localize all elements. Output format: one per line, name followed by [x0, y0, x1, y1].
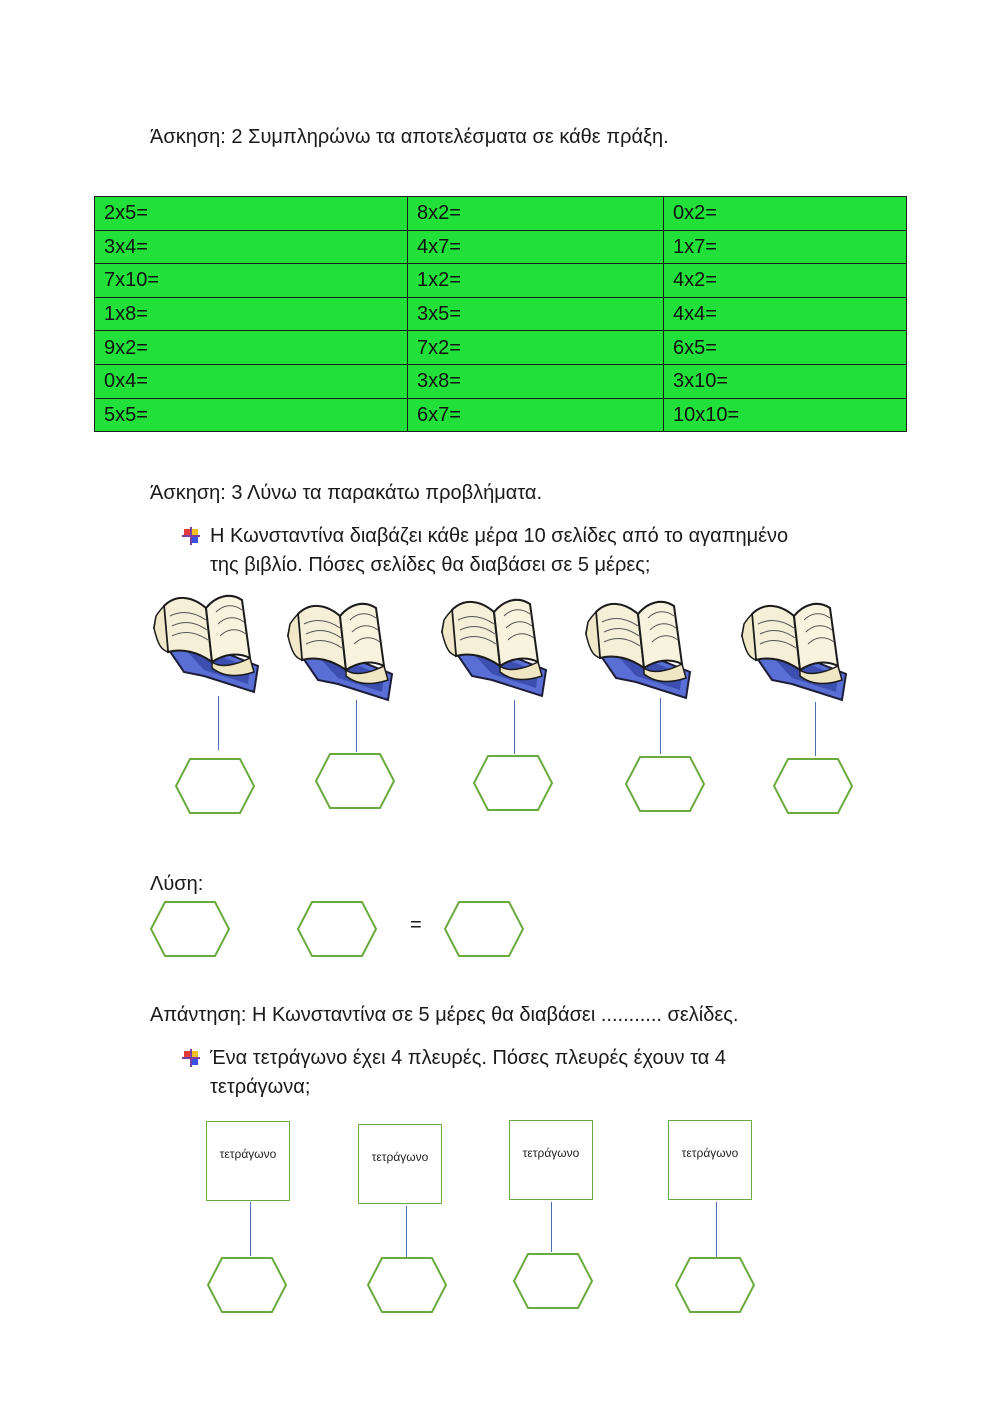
- square-box: [668, 1120, 752, 1200]
- connector-line: [660, 698, 661, 754]
- answer-hexagon[interactable]: [314, 752, 396, 810]
- problem-2-line-2: τετράγωνα;: [210, 1076, 311, 1098]
- table-cell[interactable]: 4x4=: [664, 297, 907, 331]
- connector-line: [716, 1202, 717, 1258]
- table-cell[interactable]: 1x7=: [664, 230, 907, 264]
- square-label: τετράγωνο: [219, 1147, 277, 1161]
- solution-hexagon[interactable]: [296, 900, 378, 958]
- square-label: τετράγωνο: [681, 1146, 739, 1160]
- open-book-icon: [582, 594, 694, 704]
- open-book-icon: [284, 596, 396, 706]
- answer-hexagon[interactable]: [772, 757, 854, 815]
- table-cell[interactable]: 9x2=: [95, 331, 408, 365]
- solution-label: Λύση:: [150, 873, 204, 895]
- table-cell[interactable]: 1x8=: [95, 297, 408, 331]
- multiplication-table: [94, 196, 907, 432]
- open-book-icon: [150, 588, 262, 698]
- connector-line: [815, 702, 816, 756]
- connector-line: [514, 700, 515, 754]
- table-row: [95, 364, 907, 398]
- table-cell[interactable]: 7x10=: [95, 264, 408, 298]
- answer-hexagon[interactable]: [366, 1256, 448, 1314]
- table-cell[interactable]: 4x7=: [408, 230, 664, 264]
- table-row: [95, 264, 907, 298]
- solution-hexagon[interactable]: [149, 900, 231, 958]
- table-cell[interactable]: 1x2=: [408, 264, 664, 298]
- answer-hexagon[interactable]: [512, 1252, 594, 1310]
- exercise-2-title: Άσκηση: 2 Συμπληρώνω τα αποτελέσματα σε κάθε πράξη.: [150, 126, 669, 148]
- table-cell[interactable]: 2x5=: [95, 197, 408, 231]
- exercise-3-title: Άσκηση: 3 Λύνω τα παρακάτω προβλήματα.: [150, 482, 543, 504]
- table-row: [95, 297, 907, 331]
- connector-line: [218, 696, 219, 750]
- square-box: [206, 1121, 290, 1201]
- square-box: [358, 1124, 442, 1204]
- table-cell[interactable]: 3x4=: [95, 230, 408, 264]
- problem-2-line-1: Ένα τετράγωνο έχει 4 πλευρές. Πόσες πλευρές έχουν τα 4: [210, 1047, 726, 1069]
- answer-hexagon[interactable]: [206, 1256, 288, 1314]
- answer-hexagon[interactable]: [674, 1256, 756, 1314]
- answer-sentence: Απάντηση: Η Κωνσταντίνα σε 5 μέρες θα διαβάσει ........... σελίδες.: [150, 1004, 739, 1026]
- table-cell[interactable]: 8x2=: [408, 197, 664, 231]
- result-hexagon[interactable]: [443, 900, 525, 958]
- table-cell[interactable]: 3x10=: [664, 364, 907, 398]
- table-row: [95, 230, 907, 264]
- table-row: [95, 398, 907, 432]
- table-cell[interactable]: 3x5=: [408, 297, 664, 331]
- table-cell[interactable]: 0x2=: [664, 197, 907, 231]
- square-box: [509, 1120, 593, 1200]
- answer-hexagon[interactable]: [174, 757, 256, 815]
- table-cell[interactable]: 3x8=: [408, 364, 664, 398]
- square-label: τετράγωνο: [522, 1146, 580, 1160]
- connector-line: [551, 1202, 552, 1252]
- table-cell[interactable]: 10x10=: [664, 398, 907, 432]
- table-cell[interactable]: 5x5=: [95, 398, 408, 432]
- connector-line: [356, 700, 357, 752]
- answer-hexagon[interactable]: [624, 755, 706, 813]
- square-label: τετράγωνο: [371, 1150, 429, 1164]
- colored-square-bullet-icon: [181, 526, 201, 546]
- problem-2-text: [210, 1044, 890, 1102]
- equals-sign: =: [410, 914, 422, 936]
- connector-line: [406, 1206, 407, 1258]
- table-row: [95, 197, 907, 231]
- problem-1-text: [210, 522, 890, 580]
- problem-1-line-1: Η Κωνσταντίνα διαβάζει κάθε μέρα 10 σελίδες από το αγαπημένο: [210, 525, 789, 547]
- table-cell[interactable]: 0x4=: [95, 364, 408, 398]
- table-cell[interactable]: 6x5=: [664, 331, 907, 365]
- open-book-icon: [438, 592, 550, 702]
- table-cell[interactable]: 7x2=: [408, 331, 664, 365]
- table-cell[interactable]: 6x7=: [408, 398, 664, 432]
- table-row: [95, 331, 907, 365]
- answer-hexagon[interactable]: [472, 754, 554, 812]
- connector-line: [250, 1202, 251, 1256]
- open-book-icon: [738, 596, 850, 706]
- table-cell[interactable]: 4x2=: [664, 264, 907, 298]
- problem-1-line-2: της βιβλίο. Πόσες σελίδες θα διαβάσει σε 5 μέρες;: [210, 554, 651, 576]
- colored-square-bullet-icon: [181, 1048, 201, 1068]
